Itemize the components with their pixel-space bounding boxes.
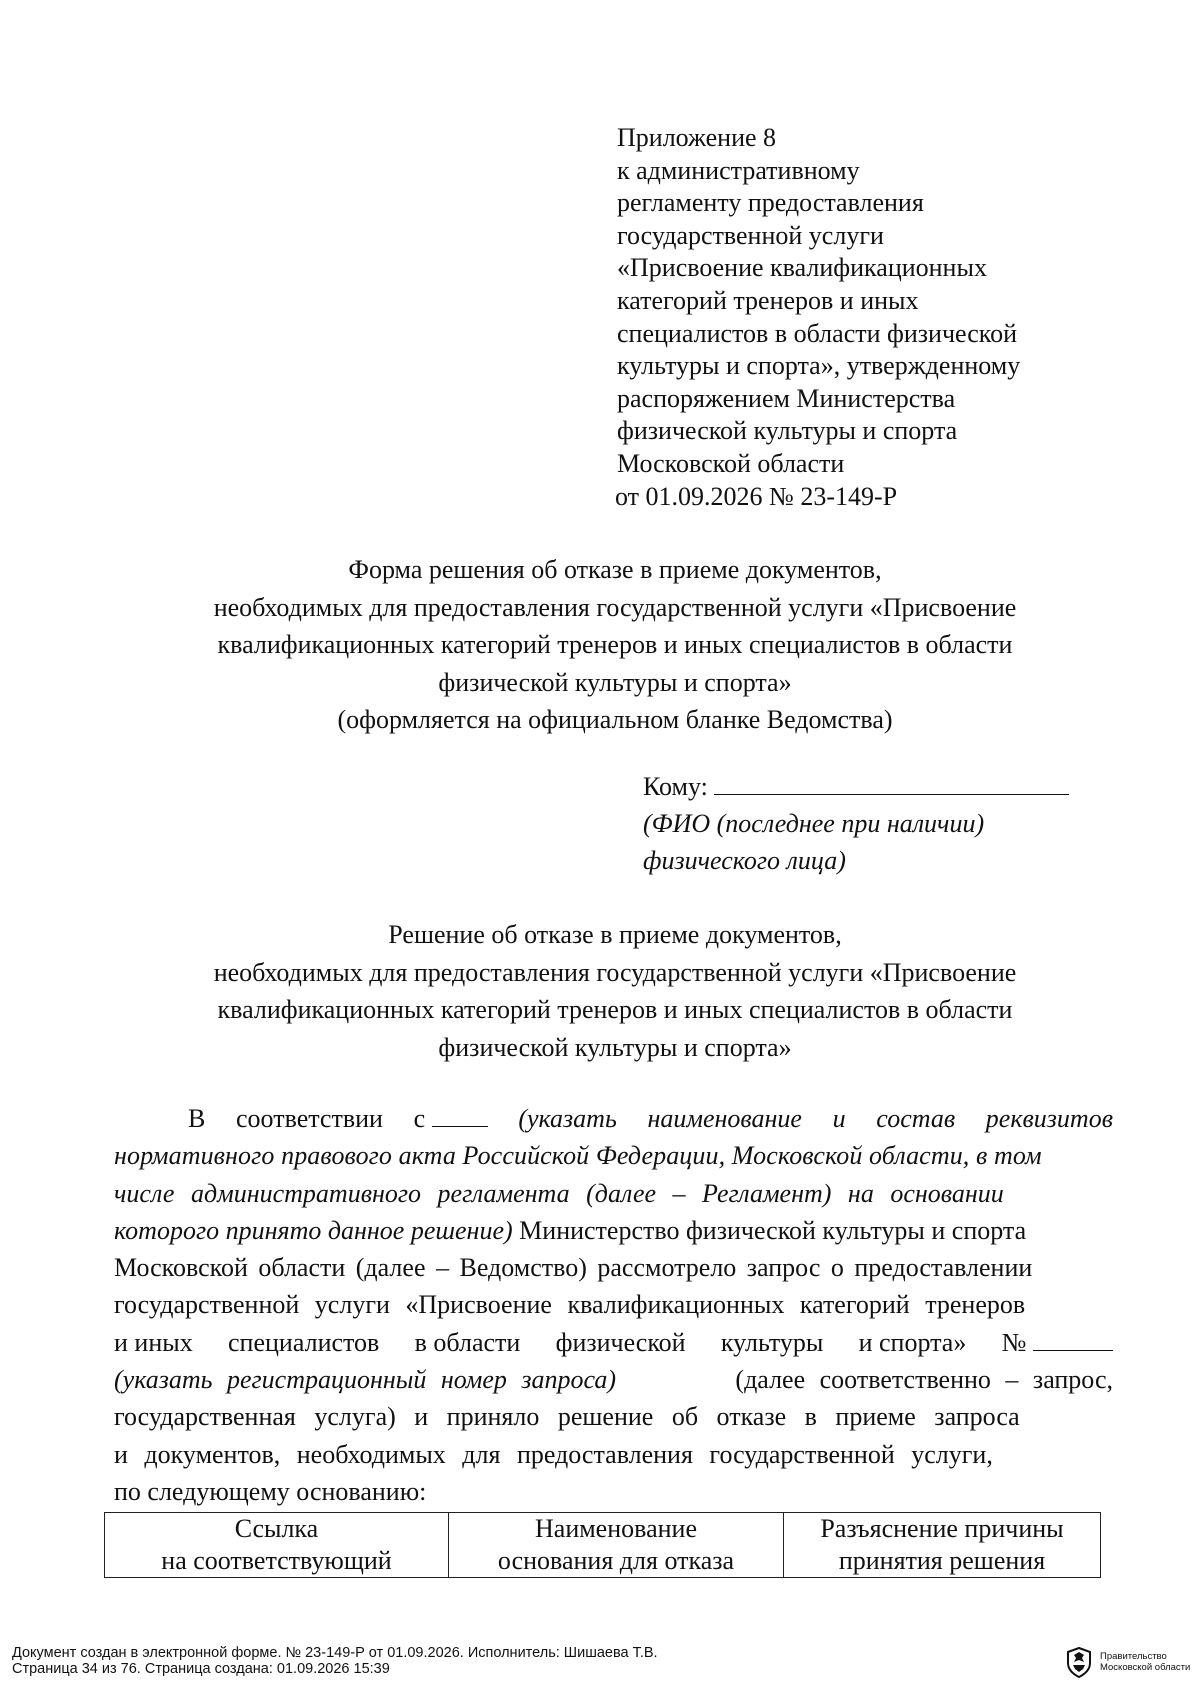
recipient-note-line: физического лица) [643,846,846,875]
table-header-cell: Наименование основания для отказа [449,1513,784,1578]
appendix-line: к административному [617,155,860,185]
form-title-line: необходимых для предоставления государственной услуги «Присвоение [213,592,1017,622]
recipient-label: Кому: [643,772,708,801]
reasons-table [104,1512,1101,1578]
decision-body-paragraph [114,1100,1113,1510]
appendix-line: категорий тренеров и иных [617,285,919,315]
body-line: числе административного регламента (далее – Регламент) на основании [114,1178,1004,1208]
appendix-line: регламенту предоставления [617,188,924,218]
footer-line: Страница 34 из 76. Страница создана: 01.09.2026 15:39 [12,1661,390,1677]
appendix-line: государственной услуги [617,220,884,250]
body-line: государственная услуга) и приняло решение об отказе в приеме запроса [114,1402,1020,1432]
appendix-line: распоряжением Министерства [617,383,956,413]
table-header-cell: Разъяснение причины принятия решения [784,1513,1101,1578]
form-title-line: квалификационных категорий тренеров и иных специалистов в области [217,630,1013,659]
appendix-header [617,122,1087,513]
body-line: и документов, необходимых для предоставления государственной услуги, [114,1439,993,1469]
table-header-row [105,1513,1101,1578]
decision-title-line: квалификационных категорий тренеров и иных специалистов в области [217,995,1013,1024]
body-line: по следующему основанию: [114,1476,427,1506]
body-line: и иных специалистов в области физической культуры и спорта» № [114,1324,1113,1361]
request-number-blank[interactable] [1033,1328,1113,1351]
decision-title-line: необходимых для предоставления государственной услуги «Присвоение [213,957,1017,987]
org-name-line: Московской области [1100,1662,1191,1673]
body-line: которого принято данное решение) Министерство физической культуры и спорта [114,1215,1027,1245]
decision-title [115,916,1115,1066]
form-title-line: физической культуры и спорта» [438,667,792,697]
decision-title-line: физической культуры и спорта» [438,1032,792,1062]
table-header-cell: Ссылка на соответствующий [105,1513,449,1578]
form-title-line: (оформляется на официальном бланке Ведомства) [337,705,893,734]
form-title-line: Форма решения об отказе в приеме документов, [348,555,882,584]
body-line: государственной услуги «Присвоение квалификационных категорий тренеров [114,1290,1026,1320]
body-line: В соответствии с (указать наименование и состав реквизитов [188,1104,1113,1133]
appendix-date-line: от 01.09.2026 № 23-149-Р [615,481,898,511]
body-line: нормативного правового акта Российской Федерации, Московской области, в том [114,1141,1042,1171]
document-footer [12,1645,658,1677]
org-name-line: Правительство [1100,1651,1167,1662]
government-logo [1064,1646,1190,1678]
decision-title-line: Решение об отказе в приеме документов, [388,920,842,949]
form-title [115,551,1115,739]
body-line: (указать регистрационный номер запроса) (далее соответственно – запрос, [114,1365,1113,1395]
body-line: Московской области (далее – Ведомство) рассмотрело запрос о предоставлении [114,1253,1033,1283]
recipient-block [643,768,1103,879]
legal-act-blank[interactable] [432,1104,488,1127]
appendix-line: специалистов в области физической [617,318,1017,348]
recipient-blank-field[interactable] [714,772,1069,795]
appendix-line: Московской области [617,448,845,478]
footer-line: Документ создан в электронной форме. № 23-149-Р от 01.09.2026. Исполнитель: Шишаева Т.В. [12,1645,658,1661]
appendix-line: культуры и спорта», утвержденному [617,351,1021,381]
coat-of-arms-icon [1064,1646,1094,1678]
appendix-line: физической культуры и спорта [617,416,958,446]
appendix-line: «Присвоение квалификационных [617,253,987,283]
recipient-note-line: (ФИО (последнее при наличии) [643,809,985,838]
appendix-line: Приложение 8 [617,123,777,152]
